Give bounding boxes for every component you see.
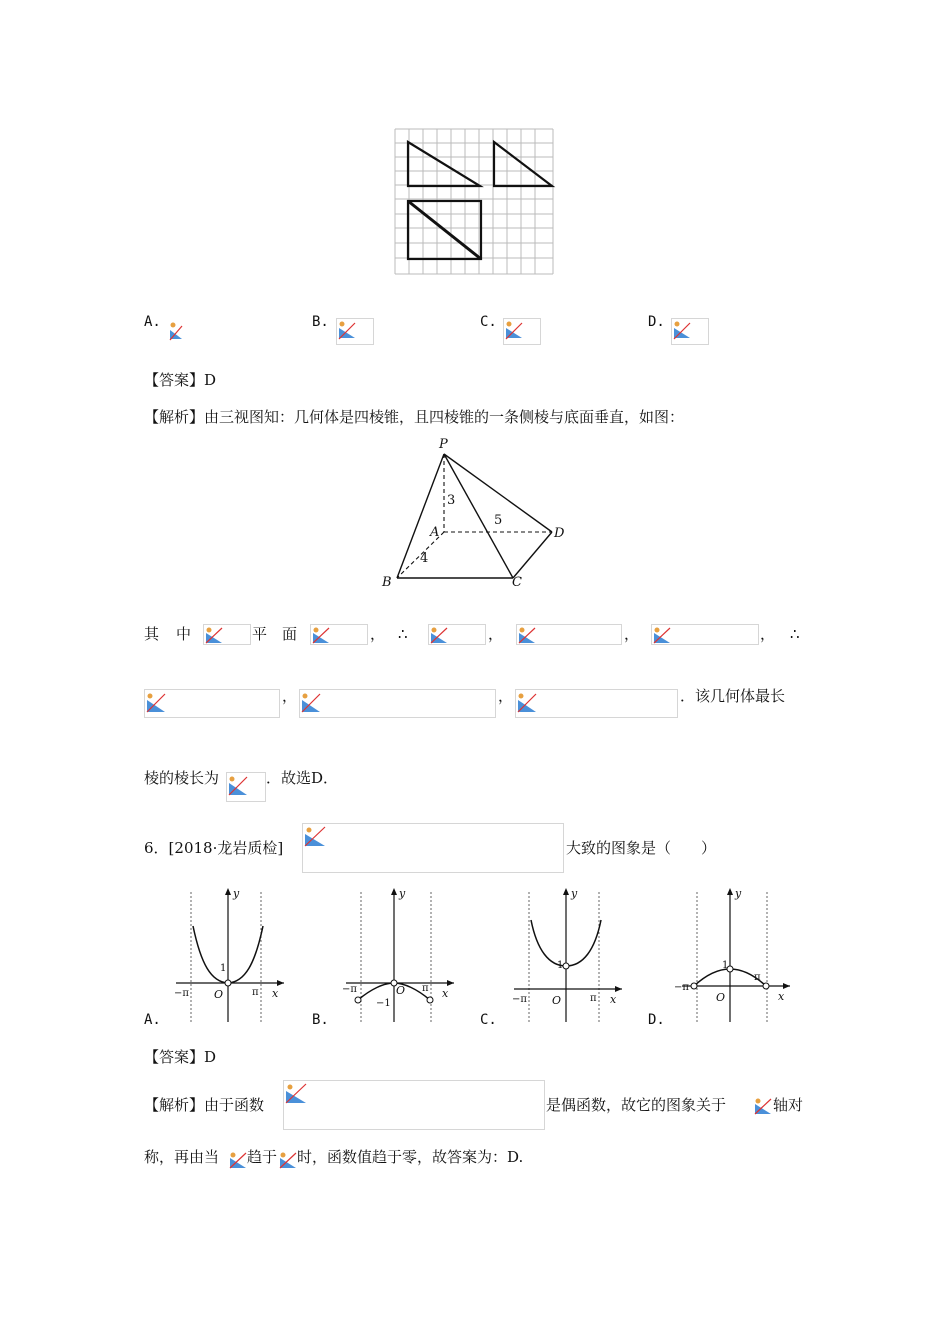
label-a: A [430, 525, 440, 540]
tick-label-neg-1: −1 [376, 998, 391, 1009]
tick-label-1: 1 [220, 963, 227, 974]
label-b: B [382, 575, 392, 590]
broken-image-icon [205, 626, 223, 644]
tick-label-neg-pi: −π [174, 988, 189, 999]
word-ping: 平 [252, 625, 268, 643]
q5-option-d[interactable]: D. [648, 314, 665, 330]
word-mian: 面 [282, 625, 298, 643]
tick-label-neg-pi: −π [674, 982, 689, 993]
graph-c [504, 884, 628, 1024]
broken-image-icon [517, 691, 537, 713]
q5-option-d-image [671, 318, 709, 345]
broken-image-icon [301, 691, 321, 713]
tick-label-pi: π [252, 987, 259, 998]
label-3: 3 [447, 493, 456, 508]
broken-image-icon [169, 321, 183, 341]
tick-label-pi: π [422, 983, 429, 994]
analysis-label: 【解析】 [144, 408, 205, 426]
origin-label: O [396, 984, 406, 997]
analysis-part-6: 时，函数值趋于零，故答案为：D. [297, 1148, 524, 1166]
therefore-symbol: ∴ [398, 625, 408, 643]
broken-image-icon [228, 774, 248, 796]
axis-label-x: x [442, 987, 449, 1000]
graph-d [672, 884, 796, 1024]
origin-label: O [552, 994, 562, 1007]
comma: ， [624, 625, 640, 643]
three-view-figure [394, 128, 556, 276]
q5-analysis [144, 407, 684, 427]
broken-image-icon [338, 320, 356, 340]
line3-end: ．故选D． [266, 769, 339, 787]
q5-option-a-image [168, 320, 184, 342]
broken-image-icon [754, 1097, 772, 1115]
broken-image-icon [229, 1151, 247, 1169]
formula-image [515, 689, 678, 718]
q6-option-d[interactable]: D. [648, 1012, 665, 1028]
line2-end: ．该几何体最长 [680, 687, 786, 705]
tick-label-neg-pi: −π [342, 984, 357, 995]
broken-image-icon [312, 626, 330, 644]
q6-stem-prefix: 6．[2018·龙岩质检] [144, 839, 284, 857]
q5-option-b-image [336, 318, 374, 345]
tick-label-1: 1 [557, 960, 564, 971]
analysis-text: 由三视图知：几何体是四棱锥，且四棱锥的一条侧棱与底面垂直，如图： [204, 408, 685, 426]
answer-label: 【答案】 [144, 1048, 205, 1066]
answer-label: 【答案】 [144, 371, 205, 389]
axis-label-x: x [272, 987, 279, 1000]
answer-value: D [204, 371, 217, 389]
formula-image [226, 772, 266, 802]
comma: ， [488, 625, 504, 643]
formula-image [299, 689, 496, 718]
word-zhong: 中 [176, 625, 192, 643]
answer-value: D [204, 1048, 217, 1066]
analysis-part-3: 轴对 [773, 1096, 804, 1114]
line3-start: 棱的棱长为 [144, 769, 220, 787]
function-formula-image [302, 823, 564, 873]
broken-image-icon [146, 691, 166, 713]
analysis-part-1: 由于函数 [204, 1096, 265, 1114]
q6-answer [144, 1047, 216, 1067]
axis-label-y: y [735, 887, 742, 900]
tick-label-pi: π [590, 993, 597, 1004]
axis-label-x: x [778, 990, 785, 1003]
q6-option-b[interactable]: B. [312, 1012, 329, 1028]
formula-image [651, 624, 759, 645]
tick-label-1: 1 [722, 960, 729, 971]
q6-analysis-label-part [144, 1095, 264, 1115]
formula-image [516, 624, 622, 645]
formula-image [203, 624, 251, 645]
broken-image-icon [653, 626, 671, 644]
broken-image-icon [304, 825, 326, 847]
q5-answer [144, 370, 216, 390]
formula-image [278, 1150, 297, 1170]
formula-image [310, 624, 368, 645]
origin-label: O [716, 991, 726, 1004]
q5-option-a[interactable]: A. [144, 314, 161, 330]
broken-image-icon [430, 626, 448, 644]
label-4: 4 [420, 551, 429, 566]
axis-label-y: y [399, 887, 406, 900]
formula-image [228, 1150, 247, 1170]
formula-image [144, 689, 280, 718]
q6-option-c[interactable]: C. [480, 1012, 497, 1028]
analysis-part-5: 趋于 [247, 1148, 278, 1166]
label-p: P [439, 437, 448, 452]
label-d: D [554, 526, 565, 541]
word-qi: 其 [144, 625, 160, 643]
q5-option-c-image [503, 318, 541, 345]
q5-option-b[interactable]: B. [312, 314, 329, 330]
broken-image-icon [505, 320, 523, 340]
broken-image-icon [673, 320, 691, 340]
formula-image [428, 624, 486, 645]
q6-stem-suffix: 大致的图象是（ ） [566, 839, 717, 857]
label-5: 5 [494, 513, 503, 528]
comma: ， [760, 625, 776, 643]
pyramid-diagram [378, 436, 570, 592]
origin-label: O [214, 988, 224, 1001]
q6-option-a[interactable]: A. [144, 1012, 161, 1028]
label-c: C [512, 575, 522, 590]
tick-label-neg-pi: −π [512, 994, 527, 1005]
axis-label-y: y [571, 887, 578, 900]
q5-option-c[interactable]: C. [480, 314, 497, 330]
therefore-symbol: ∴ [790, 625, 800, 643]
comma: ， [498, 687, 514, 705]
formula-image [753, 1096, 772, 1116]
function-formula-image [283, 1080, 545, 1130]
graph-a [166, 884, 290, 1024]
tick-label-pi: π [754, 972, 761, 983]
comma: ， [282, 687, 298, 705]
axis-label-y: y [233, 887, 240, 900]
graph-b [336, 884, 460, 1024]
axis-label-x: x [610, 993, 617, 1006]
analysis-part-2: 是偶函数，故它的图象关于 [546, 1096, 727, 1114]
broken-image-icon [285, 1082, 307, 1104]
broken-image-icon [518, 626, 536, 644]
analysis-part-4: 称，再由当 [144, 1148, 220, 1166]
analysis-label: 【解析】 [144, 1096, 205, 1114]
comma: ， [370, 625, 386, 643]
broken-image-icon [279, 1151, 297, 1169]
